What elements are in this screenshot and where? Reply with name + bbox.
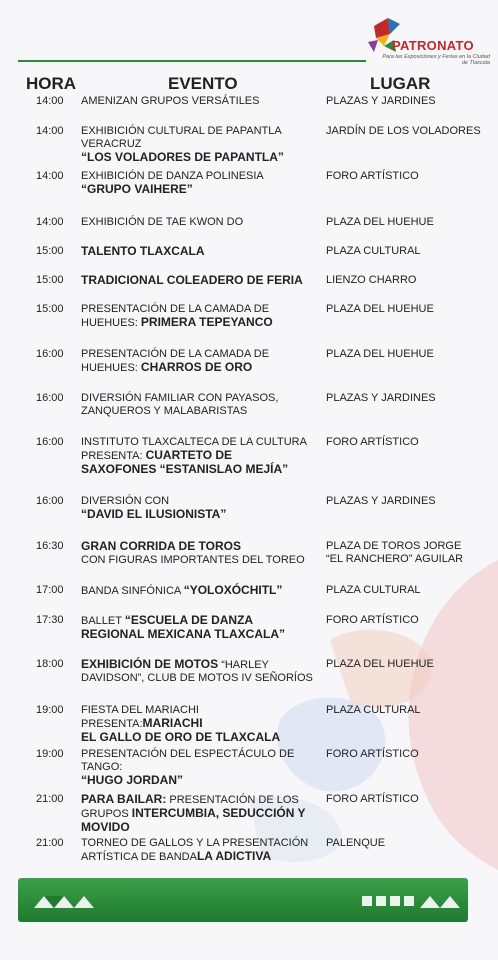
event-place: PALENQUE xyxy=(326,837,386,849)
event-place: LIENZO CHARRO xyxy=(326,274,417,286)
column-header-evento: EVENTO xyxy=(168,74,238,93)
event-title: PARA BAILAR: xyxy=(81,792,167,806)
event-text: “HARLEY xyxy=(221,659,269,671)
event-time: 16:00 xyxy=(36,436,64,448)
event-title: EL GALLO DE ORO DE TLAXCALA xyxy=(81,730,281,744)
footer-band xyxy=(0,868,498,928)
event-title: TALENTO TLAXCALA xyxy=(81,244,205,258)
event-title: “YOLOXÓCHITL” xyxy=(183,583,283,597)
event-title: “LOS VOLADORES DE PAPANTLA” xyxy=(81,150,284,164)
event-text: INSTITUTO TLAXCALTECA DE LA CULTURA xyxy=(81,436,307,448)
event-text: DIVERSIÓN CON xyxy=(81,495,170,507)
event-title: GRAN CORRIDA DE TOROS xyxy=(81,539,242,553)
event-title: CHARROS DE ORO xyxy=(140,360,253,374)
event-time: 18:00 xyxy=(36,658,64,670)
event-text: TORNEO DE GALLOS Y LA PRESENTACIÓN xyxy=(81,837,309,849)
event-place: FORO ARTÍSTICO xyxy=(326,614,419,626)
event-place: “EL RANCHERO” AGUILAR xyxy=(326,553,464,565)
event-text: PRESENTACIÓN DEL ESPECTÁCULO DE TANGO: xyxy=(81,748,295,773)
event-place: PLAZA DEL HUEHUE xyxy=(326,216,434,228)
event-time: 17:00 xyxy=(36,584,64,596)
event-time: 15:00 xyxy=(36,303,64,315)
event-text: EXHIBICIÓN CULTURAL DE PAPANTLA VERACRUZ xyxy=(81,125,282,150)
event-place: PLAZA DEL HUEHUE xyxy=(326,303,434,315)
event-text: GRUPOS xyxy=(81,808,129,820)
event-text: DIVERSIÓN FAMILIAR CON PAYASOS, xyxy=(81,392,279,404)
event-text: FIESTA DEL MARIACHI PRESENTA: xyxy=(81,704,199,730)
event-text: BANDA SINFÓNICA xyxy=(81,585,181,597)
event-title: REGIONAL MEXICANA TLAXCALA” xyxy=(81,627,285,641)
event-place: PLAZAS Y JARDINES xyxy=(326,392,436,404)
event-time: 16:00 xyxy=(36,495,64,507)
event-title: EXHIBICIÓN DE MOTOS xyxy=(81,657,219,671)
event-text: PRESENTA: xyxy=(81,450,143,462)
event-time: 21:00 xyxy=(36,837,64,849)
event-place: FORO ARTÍSTICO xyxy=(326,436,419,448)
event-place: PLAZA DEL HUEHUE xyxy=(326,348,434,360)
event-time: 19:00 xyxy=(36,704,64,716)
event-place: PLAZA CULTURAL xyxy=(326,704,421,716)
event-place: FORO ARTÍSTICO xyxy=(326,748,419,760)
event-place: PLAZA DEL HUEHUE xyxy=(326,658,434,670)
event-text: EXHIBICIÓN DE TAE KWON DO xyxy=(81,216,244,228)
logo-subtitle: Para las Exposiciones y Ferias en la Ciudad de Tlaxcala xyxy=(382,54,490,66)
header-divider xyxy=(18,60,366,62)
column-header-lugar: LUGAR xyxy=(370,74,431,93)
event-time: 19:00 xyxy=(36,748,64,760)
event-title: “GRUPO VAIHERE” xyxy=(81,182,193,196)
event-title: INTERCUMBIA, SEDUCCIÓN Y MOVIDO xyxy=(81,806,306,834)
event-title: LA ADICTIVA xyxy=(196,849,272,863)
event-title: CUARTETO DE xyxy=(145,448,233,462)
event-text: ARTÍSTICA DE BANDA xyxy=(81,851,197,863)
event-time: 14:00 xyxy=(36,170,64,182)
event-title: “HUGO JORDAN” xyxy=(81,773,184,787)
event-time: 15:00 xyxy=(36,245,64,257)
event-place: FORO ARTÍSTICO xyxy=(326,170,419,182)
event-time: 17:30 xyxy=(36,614,64,626)
column-header-hora: HORA xyxy=(26,74,77,93)
event-text: CON FIGURAS IMPORTANTES DEL TOREO xyxy=(81,554,305,566)
event-time: 14:00 xyxy=(36,95,64,107)
event-time: 14:00 xyxy=(36,125,64,137)
event-title: “DAVID EL ILUSIONISTA” xyxy=(81,507,227,521)
event-title: TRADICIONAL COLEADERO DE FERIA xyxy=(81,273,303,287)
logo-name: PATRONATO xyxy=(392,38,474,53)
event-time: 16:30 xyxy=(36,540,64,552)
event-title: MARIACHI xyxy=(142,716,203,730)
event-place: PLAZA DE TOROS JORGE xyxy=(326,540,462,552)
event-text: HUEHUES: xyxy=(81,362,138,374)
event-text: AMENIZAN GRUPOS VERSÁTILES xyxy=(81,95,260,107)
event-time: 16:00 xyxy=(36,348,64,360)
event-text: PRESENTACIÓN DE LOS xyxy=(169,794,299,806)
event-title: PRIMERA TEPEYANCO xyxy=(140,315,273,329)
event-text: PRESENTACIÓN DE LA CAMADA DE xyxy=(81,348,270,360)
event-time: 15:00 xyxy=(36,274,64,286)
event-time: 16:00 xyxy=(36,392,64,404)
event-place: FORO ARTÍSTICO xyxy=(326,793,419,805)
event-text: DAVIDSON”, CLUB DE MOTOS IV SEÑORÍOS xyxy=(81,672,313,684)
event-place: PLAZAS Y JARDINES xyxy=(326,95,436,107)
event-text: EXHIBICIÓN DE DANZA POLINESIA xyxy=(81,170,264,182)
event-time: 14:00 xyxy=(36,216,64,228)
event-time: 21:00 xyxy=(36,793,64,805)
event-place: JARDÍN DE LOS VOLADORES xyxy=(326,125,481,137)
event-text: PRESENTACIÓN DE LA CAMADA DE xyxy=(81,303,270,315)
event-place: PLAZAS Y JARDINES xyxy=(326,495,436,507)
event-place: PLAZA CULTURAL xyxy=(326,584,421,596)
event-place: PLAZA CULTURAL xyxy=(326,245,421,257)
event-text: HUEHUES: xyxy=(81,317,138,329)
event-text: BALLET xyxy=(81,615,122,627)
event-title: SAXOFONES “ESTANISLAO MEJÍA” xyxy=(81,462,289,476)
event-text: ZANQUEROS Y MALABARISTAS xyxy=(81,405,248,417)
event-title: “ESCUELA DE DANZA xyxy=(124,613,254,627)
